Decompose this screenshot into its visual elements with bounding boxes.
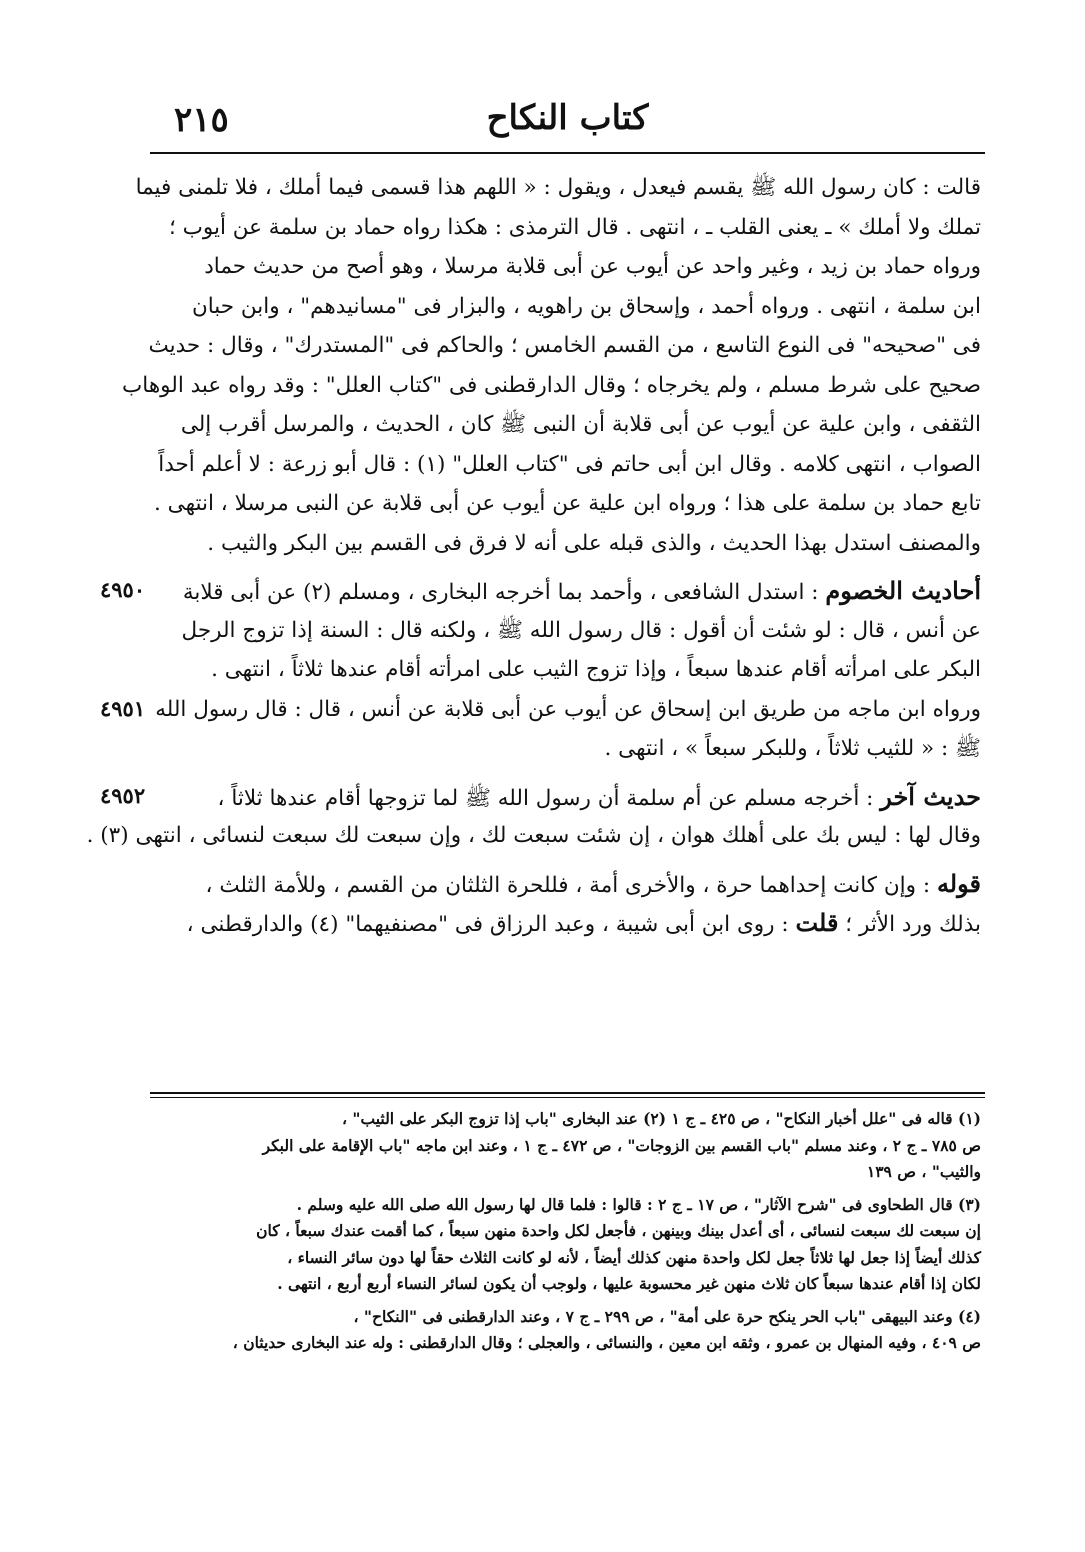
body-line	[135, 168, 981, 208]
body-line	[150, 729, 981, 769]
line-text: : روى ابن أبى شيبة ، وعبد الرزاق فى "مصنفيهما" (٤) والدارقطنى ،	[186, 912, 796, 937]
footnote-line	[150, 1271, 981, 1298]
line-text: ورواه ابن ماجه من طريق ابن إسحاق عن أيوب عن أبى قلابة عن أنس ، قال : قال رسول الله	[155, 696, 981, 722]
footnote-separator	[150, 1092, 985, 1098]
page-header	[150, 88, 985, 154]
footnote-line	[150, 1330, 981, 1357]
line-text: والثيب" ، ص ١٣٩	[866, 1162, 981, 1181]
line-text: ﷺ : « للثيب ثلاثاً ، وللبكر سبعاً » ، انتهى .	[604, 736, 981, 761]
body-line	[122, 366, 981, 406]
line-text: صحيح على شرط مسلم ، ولم يخرجاه ؛ وقال الدارقطنى فى "كتاب العلل" : وقد رواه عبد الوهاب	[122, 372, 981, 398]
line-text: عن أنس ، قال : لو شئت أن أقول : قال رسول الله ﷺ ، ولكنه قال : السنة إذا تزوج الرجل	[181, 617, 981, 643]
line-text: البكر على امرأته أقام عندها سبعاً ، وإذا تزوج الثيب على امرأته أقام عندها ثلاثاً ، انتهى .	[211, 657, 981, 682]
section-heading: قوله	[936, 868, 981, 898]
section-heading: حديث آخر	[880, 781, 981, 811]
body-line	[150, 287, 981, 327]
hadith-number: ٤٩٥٠	[100, 577, 146, 602]
body-line	[150, 690, 981, 730]
body-line	[150, 405, 981, 445]
line-text: (١) قاله فى "علل أخبار النكاح" ، ص ٤٢٥ ـ ج ١ (٢) عند البخارى "باب إذا تزوج البكر على الثيب" ،	[342, 1109, 981, 1128]
hadith-number: ٤٩٥١	[100, 695, 146, 721]
body-line	[150, 571, 981, 611]
footnote-line	[150, 1218, 981, 1245]
footnote-line	[150, 1245, 981, 1272]
body-line	[150, 326, 981, 366]
body-line	[150, 484, 981, 524]
body-line	[150, 864, 981, 904]
footnote-line	[150, 1106, 981, 1133]
line-text: الصواب ، انتهى كلامه . وقال ابن أبى حاتم فى "كتاب العلل" (١) : قال أبو زرعة : لا أعلم أحداً	[158, 451, 981, 477]
line-text: : استدل الشافعى ، وأحمد بما أخرجه البخارى ، ومسلم (٢) عن أبى قلابة	[182, 580, 826, 605]
body-line	[150, 247, 981, 287]
footnote-line	[150, 1133, 981, 1160]
line-text: تملك ولا أملك » ـ يعنى القلب ـ ، انتهى . قال الترمذى : هكذا رواه حماد بن سلمة عن أيوب ؛	[168, 214, 981, 240]
line-text: لكان إذا أقام عندها سبعاً كان ثلاث منهن غير محسوبة عليها ، ولوجب أن يكون لسائر النساء أربع أربع ، انتهى .	[277, 1274, 981, 1293]
footnote-line	[150, 1159, 981, 1186]
line-text: (٤) وعند البيهقى "باب الحر ينكح حرة على أمة" ، ص ٢٩٩ ـ ج ٧ ، وعند الدارقطنى فى "النكاح" ،	[353, 1306, 981, 1326]
body-line	[150, 524, 981, 564]
body-line	[150, 208, 981, 248]
line-text: تابع حماد بن سلمة على هذا ؛ ورواه ابن علية عن أيوب عن أبى قلابة عن النبى مرسلا ، انتهى .	[154, 491, 981, 516]
running-title: كتاب النكاح	[486, 98, 649, 138]
line-text: ابن سلمة ، انتهى . ورواه أحمد ، وإسحاق بن راهويه ، والبزار فى "مسانيدهم" ، وابن حبان	[191, 293, 981, 319]
line-text: قالت : كان رسول الله ﷺ يقسم فيعدل ، ويقول : « اللهم هذا قسمى فيما أملك ، فلا تلمنى فيما	[135, 175, 981, 200]
section-heading: أحاديث الخصوم	[825, 576, 981, 605]
header-rule	[150, 152, 985, 154]
line-text: : وإن كانت إحداهما حرة ، والأخرى أمة ، فللحرة الثلثان من القسم ، وللأمة الثلث ،	[205, 872, 937, 898]
body-line	[150, 611, 981, 651]
line-text: ورواه حماد بن زيد ، وغير واحد عن أيوب عن أبى قلابة مرسلا ، وهو أصح من حديث حماد	[204, 254, 981, 279]
body-line	[150, 903, 981, 943]
line-text: كذلك أيضاً إذا جعل لها ثلاثاً جعل لكل واحدة منهن كذلك أيضاً ، لأنه لو كانت الثلاث حقاً لها دون سائر النساء ،	[287, 1247, 981, 1267]
body-line	[150, 445, 981, 485]
footnotes	[150, 1106, 981, 1357]
line-text: إن سبعت لك سبعت لنسائى ، أى أعدل بينك وبينهن ، فأجعل لكل واحدة منهن سبعاً ، كما أقمت عندك سبعاً ، كان	[256, 1221, 981, 1240]
body-line	[86, 816, 981, 856]
line-text: ص ٧٨٥ ـ ج ٢ ، وعند مسلم "باب القسم بين الزوجات" ، ص ٤٧٢ ـ ج ١ ، وعند ابن ماجه "باب الإقامة على البكر	[262, 1135, 981, 1155]
body-line	[150, 777, 981, 817]
footnote-line	[150, 1304, 981, 1331]
page-number: ٢١٥	[174, 100, 229, 140]
line-text: ص ٤٠٩ ، وفيه المنهال بن عمرو ، وثقه ابن معين ، والنسائى ، والعجلى ؛ وقال الدارقطنى : وله عند البخارى حديثان ،	[232, 1333, 981, 1352]
footnote-line	[150, 1192, 981, 1219]
line-text: (٣) قال الطحاوى فى "شرح الآثار" ، ص ١٧ ـ ج ٢ : قالوا : فلما قال لها رسول الله صلى الله عليه وسلم .	[296, 1194, 981, 1214]
inline-heading: قلت	[795, 908, 839, 937]
hadith-number: ٤٩٥٢	[100, 782, 146, 808]
line-text: فى "صحيحه" فى النوع التاسع ، من القسم الخامس ؛ والحاكم فى "المستدرك" ، وقال : حديث	[148, 333, 981, 358]
line-text: والمصنف استدل بهذا الحديث ، والذى قبله على أنه لا فرق فى القسم بين البكر والثيب .	[207, 530, 981, 556]
body-line	[150, 650, 981, 690]
line-text: : أخرجه مسلم عن أم سلمة أن رسول الله ﷺ لما تزوجها أقام عندها ثلاثاً ،	[217, 785, 881, 811]
line-text: بذلك ورد الأثر ؛	[838, 912, 981, 937]
line-text: الثقفى ، وابن علية عن أيوب عن أبى قلابة أن النبى ﷺ كان ، الحديث ، والمرسل أقرب إلى	[180, 412, 981, 437]
line-text: وقال لها : ليس بك على أهلك هوان ، إن شئت سبعت لك ، وإن سبعت لك سبعت لنسائى ، انتهى (٣) .	[86, 823, 981, 848]
